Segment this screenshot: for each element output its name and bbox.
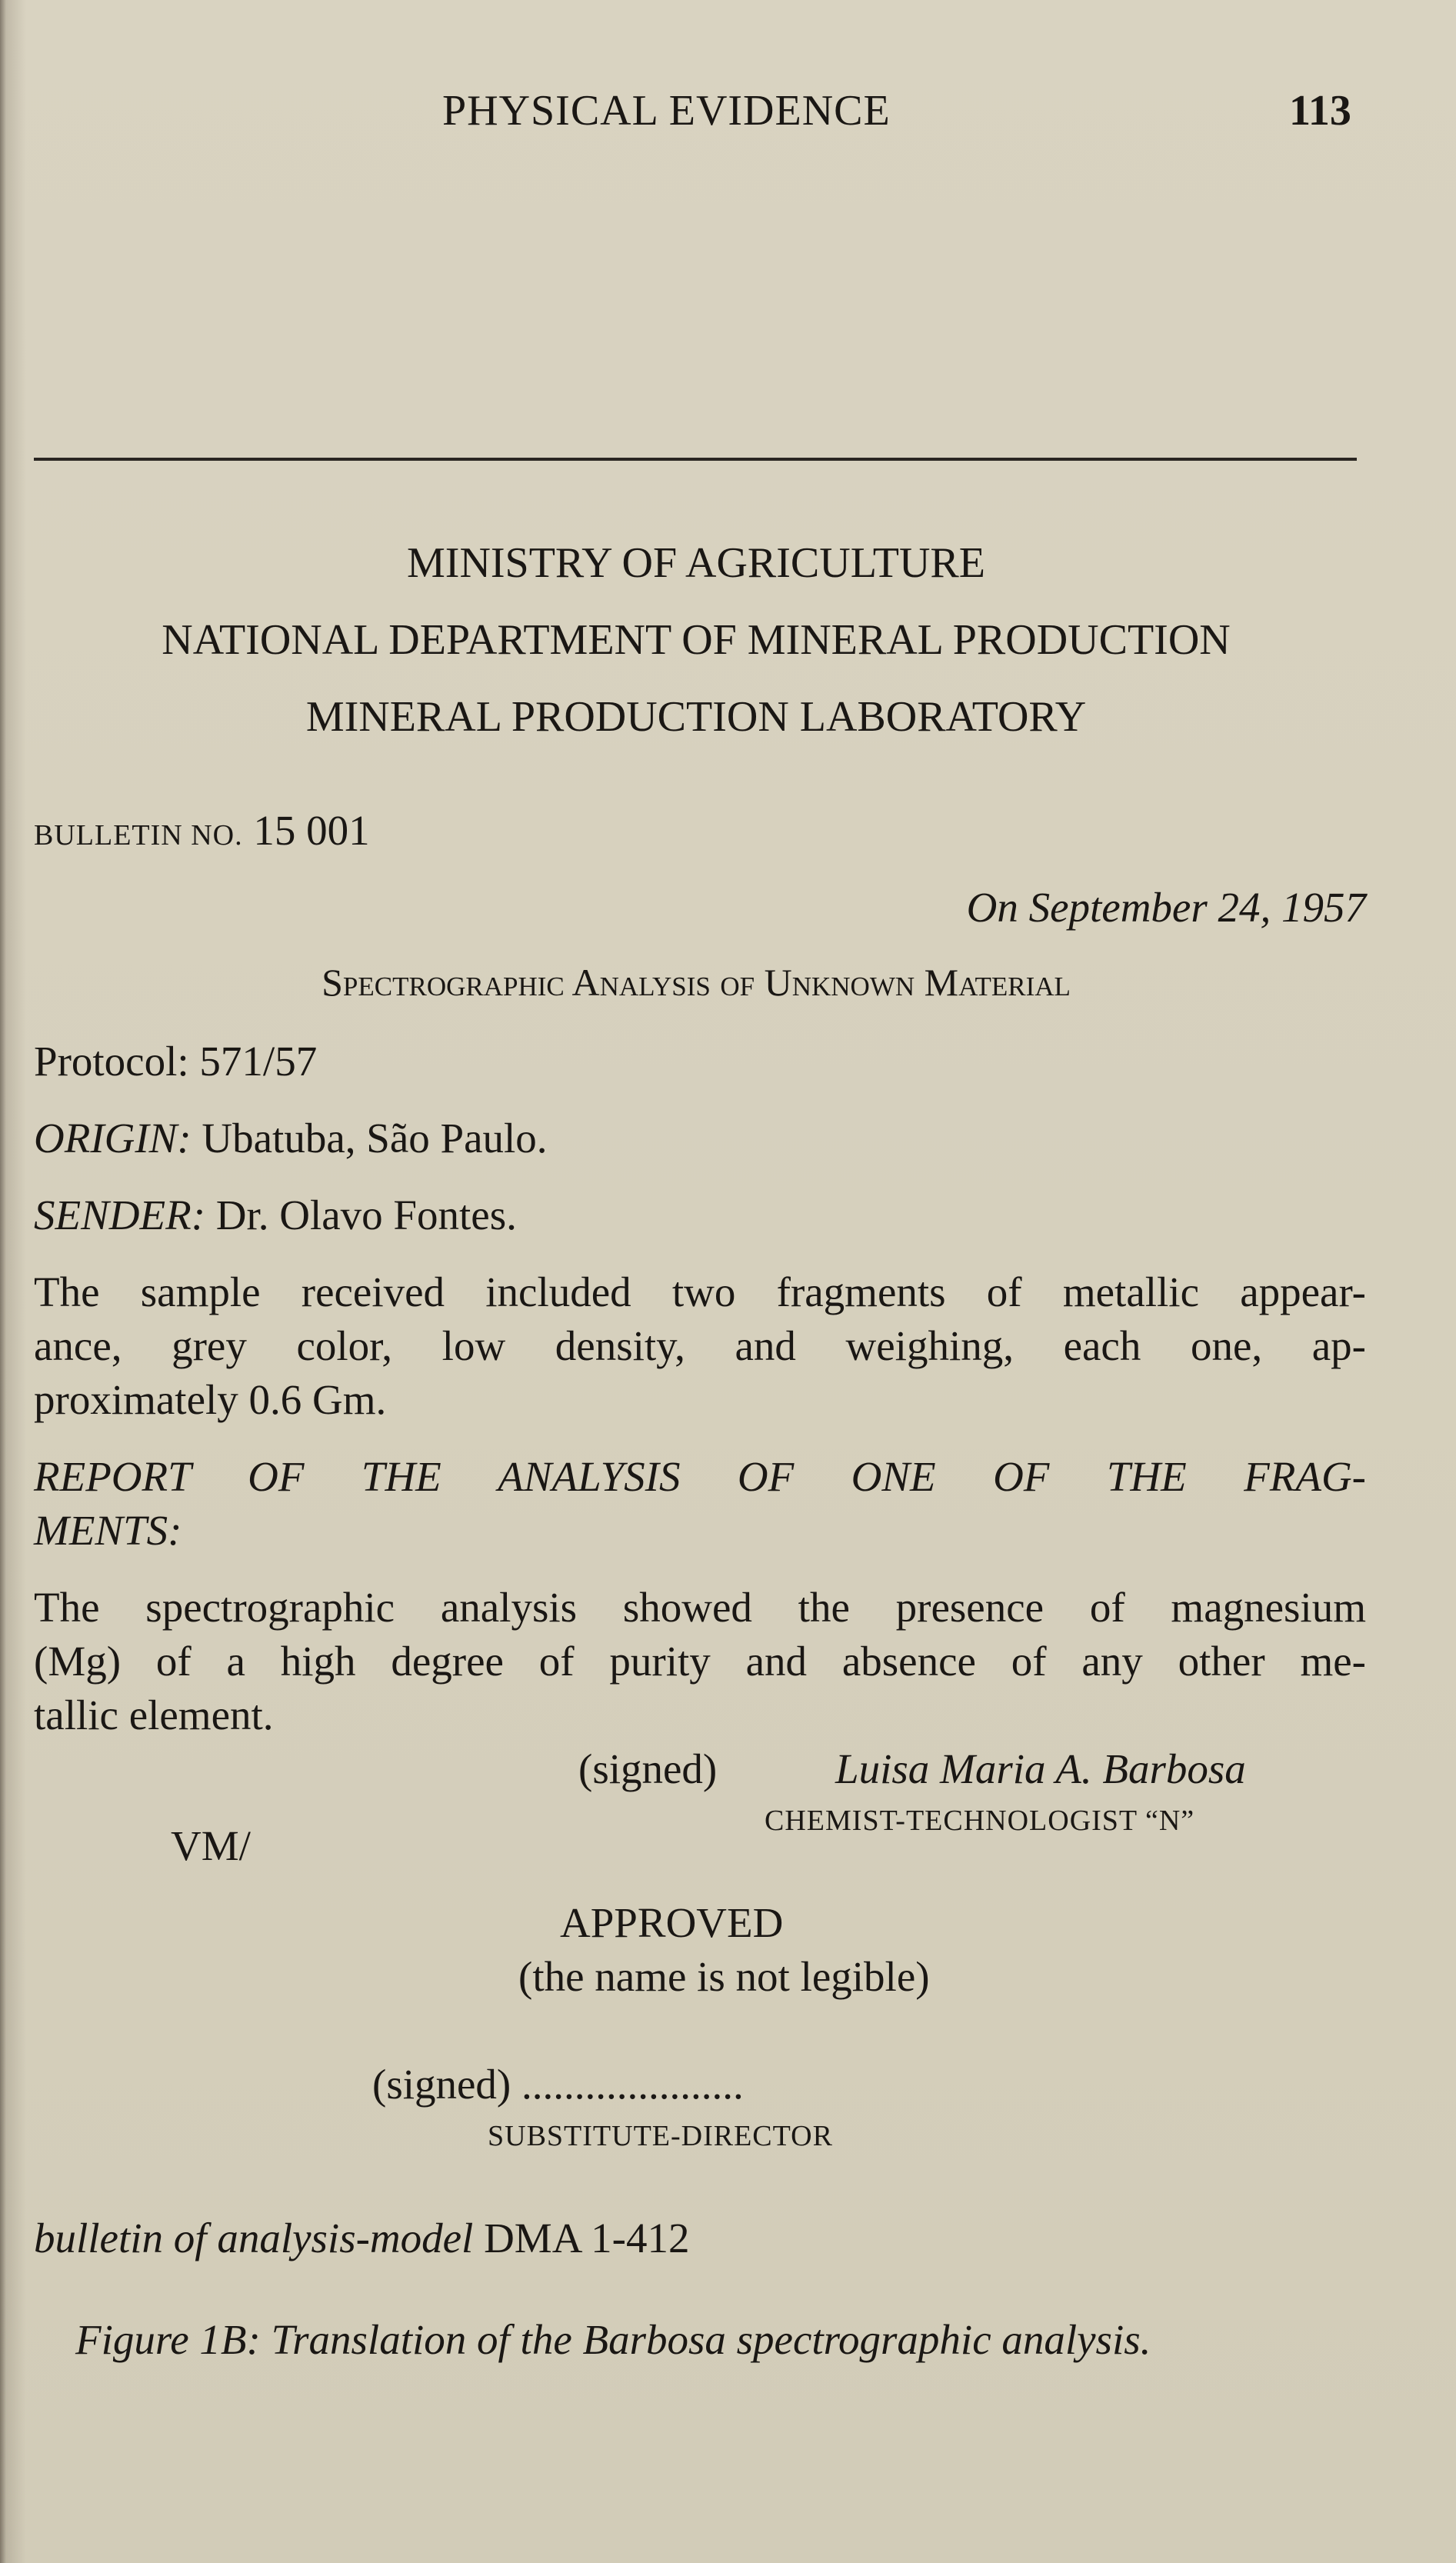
sender-label: SENDER: <box>34 1192 206 1238</box>
chemist-signed-label: (signed) <box>578 1745 718 1792</box>
origin-value: Ubatuba, São Paulo. <box>202 1115 548 1162</box>
sample-paragraph-line2: ance, grey color, low density, and weighing, each one, ap- <box>34 1322 1366 1369</box>
sender-line <box>34 1191 517 1239</box>
sample-paragraph-line3: proximately 0.6 Gm. <box>34 1376 387 1423</box>
substitute-director-title: SUBSTITUTE-DIRECTOR <box>488 2120 833 2152</box>
sender-value: Dr. Olavo Fontes. <box>215 1192 517 1238</box>
origin-line <box>34 1114 548 1162</box>
analysis-paragraph-line1: The spectrographic analysis showed the presence of magnesium <box>34 1584 1366 1631</box>
origin-label: ORIGIN: <box>34 1115 192 1162</box>
bulletin-number-line <box>34 806 370 855</box>
analysis-paragraph-line3: tallic element. <box>34 1691 274 1738</box>
horizontal-rule <box>34 458 1357 461</box>
figure-caption: Figure 1B: Translation of the Barbosa spectrographic analysis. <box>75 2316 1151 2363</box>
form-model-label: bulletin of analysis-model <box>34 2215 474 2261</box>
report-heading-line2: MENTS: <box>34 1507 182 1554</box>
sample-paragraph-line1: The sample received included two fragments of metallic appear- <box>34 1268 1366 1315</box>
chemist-signature-name: Luisa Maria A. Barbosa <box>835 1745 1246 1792</box>
analysis-subject: Spectrographic Analysis of Unknown Material <box>322 961 1071 1004</box>
director-signature-line: (signed) ..................... <box>372 2061 744 2108</box>
report-heading-line1: REPORT OF THE ANALYSIS OF ONE OF THE FRAG- <box>34 1453 1366 1500</box>
bulletin-date: On September 24, 1957 <box>966 884 1366 931</box>
page-number: 113 <box>1289 87 1351 135</box>
typist-initials: VM/ <box>171 1822 251 1869</box>
bulletin-label: BULLETIN NO. <box>34 819 243 852</box>
approved-label: APPROVED <box>560 1899 784 1946</box>
letterhead-ministry: MINISTRY OF AGRICULTURE <box>407 539 985 587</box>
approved-note: (the name is not legible) <box>518 1953 930 2000</box>
form-model-code: DMA 1-412 <box>484 2215 690 2261</box>
form-model-line <box>34 2214 689 2262</box>
letterhead-laboratory: MINERAL PRODUCTION LABORATORY <box>305 693 1087 741</box>
running-header-title: PHYSICAL EVIDENCE <box>442 87 891 135</box>
bulletin-number: 15 001 <box>253 807 370 854</box>
protocol-line: Protocol: 571/57 <box>34 1038 318 1085</box>
letterhead-department: NATIONAL DEPARTMENT OF MINERAL PRODUCTION <box>162 616 1231 664</box>
analysis-paragraph-line2: (Mg) of a high degree of purity and absence of any other me- <box>34 1638 1366 1685</box>
chemist-title: CHEMIST-TECHNOLOGIST “N” <box>765 1805 1195 1837</box>
